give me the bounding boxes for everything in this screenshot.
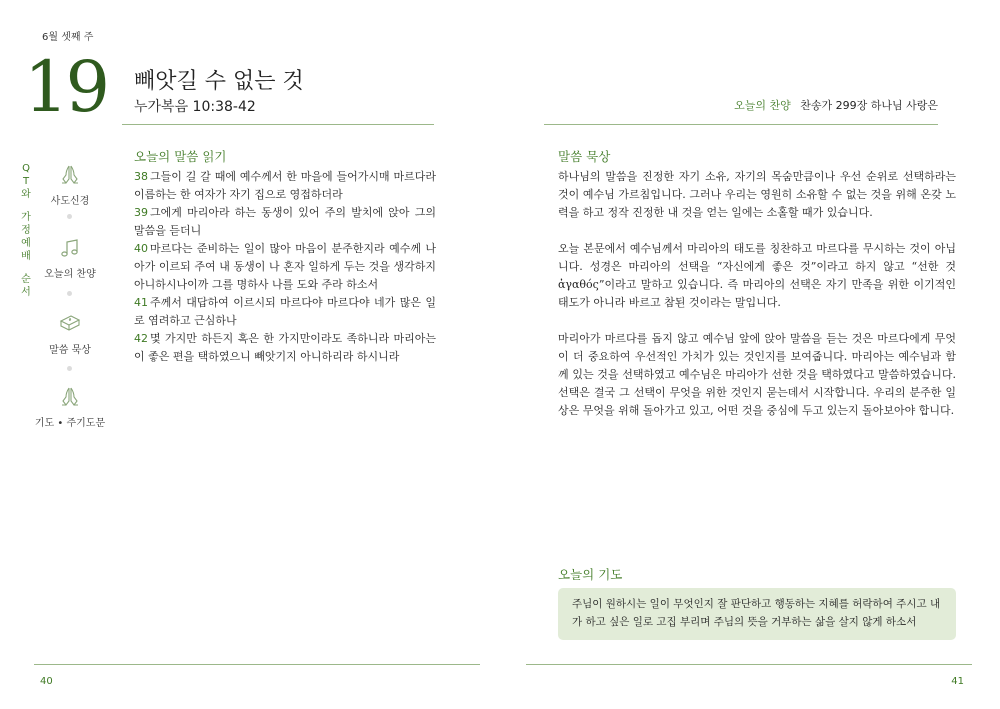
nav-prayer: 기도 • 주기도문 xyxy=(40,385,100,429)
footer-rule-right xyxy=(526,664,972,665)
verse: 42 몇 가지만 하든지 혹은 한 가지만이라도 족하니라 마리아는 이 좋은 편을 택하였으니 빼앗기지 아니하리라 하시니라 xyxy=(134,332,436,363)
nav-apostles-creed: 사도신경 xyxy=(40,163,100,207)
hymn-value: 찬송가 299장 하나님 사랑은 xyxy=(800,99,938,112)
praying-hands-icon xyxy=(58,385,82,409)
nav-separator-dot xyxy=(67,214,72,219)
scripture-passage: 누가복음 10:38-42 xyxy=(134,99,256,115)
meditation-paragraph: 하나님의 말씀을 진정한 자기 소유, 자기의 목숨만큼이나 우선 순위로 선택하라는 것이 예수님 가르침입니다. 그러나 우리는 영원히 소유할 수 없는 것을 위해 온갖 노력을 하고 정작 진정한 내 것을 얻는 일에는 소홀할 때가 있습니다. xyxy=(558,170,956,219)
bible-icon xyxy=(58,312,82,336)
verse: 38 그들이 길 갈 때에 예수께서 한 마을에 들어가시매 마르다라 이름하는 한 여자가 자기 집으로 영접하더라 xyxy=(134,170,436,201)
reading-heading: 오늘의 말씀 읽기 xyxy=(134,149,227,164)
nav-todays-hymn: 오늘의 찬양 xyxy=(40,236,100,280)
page-title: 빼앗길 수 없는 것 xyxy=(134,69,304,94)
todays-hymn xyxy=(734,97,938,113)
meditation-paragraph: 마리아가 마르다를 돕지 않고 예수님 앞에 앉아 말씀을 듣는 것은 마르다에게 무엇이 더 중요하여 우선적인 가치가 있는 것인지를 보여줍니다. 마리아는 예수님과 함께 있는 것을 선택하였고 예수님은 마리아가 선한 것을 택하였다고 말씀하였습니다. 선택은 결국 그 선택이 무엇을 위한 것인지 묻는데서 시작합니다. 우리의 분주한 일상은 무엇을 위해 돌아가고 있고, 어떤 것을 중심에 두고 있는지 돌아보아야 합니다. xyxy=(558,332,956,417)
meditation-heading: 말씀 묵상 xyxy=(558,149,611,164)
prayer-heading: 오늘의 기도 xyxy=(558,567,623,582)
footer-rule-left xyxy=(34,664,480,665)
verse: 40 마르다는 준비하는 일이 많아 마음이 분주한지라 예수께 나아가 이르되 주여 내 동생이 나 혼자 일하게 두는 것을 생각하지 아니하시나이까 그를 명하사 나를 도와 주라 하소서 xyxy=(134,242,436,291)
meditation-body xyxy=(558,168,956,438)
page-number-left: 40 xyxy=(40,676,53,687)
verse: 39 그에게 마리아라 하는 동생이 있어 주의 발치에 앉아 그의 말씀을 듣더니 xyxy=(134,206,436,237)
week-label: 6월 셋째 주 xyxy=(42,32,94,43)
verse: 41 주께서 대답하여 이르시되 마르다야 마르다야 네가 많은 일로 염려하고 근심하나 xyxy=(134,296,436,327)
music-note-icon xyxy=(58,236,82,260)
vertical-section-label: Q T 와 가 정 예 배 순 서 xyxy=(21,163,31,298)
nav-separator-dot xyxy=(67,291,72,296)
meditation-paragraph: 오늘 본문에서 예수님께서 마리아의 태도를 칭찬하고 마르다를 무시하는 것이 아닙니다. 성경은 마리아의 선택을 “자신에게 좋은 것”이라고 하지 않고 “선한 것 ἀγαθός”이라고 말하고 있습니다. 즉 마리아의 선택은 자기 만족을 위한 이기적인 태도가 아니라 바르고 참된 것이라는 말입니다. xyxy=(558,242,956,309)
header-rule-left xyxy=(122,124,434,125)
prayer-box: 주님이 원하시는 일이 무엇인지 잘 판단하고 행동하는 지혜를 허락하여 주시고 내가 하고 싶은 일로 고집 부리며 주님의 뜻을 거부하는 삶을 살지 않게 하소서 xyxy=(558,588,956,640)
scripture-verses xyxy=(134,168,436,366)
page-number-right: 41 xyxy=(951,676,964,687)
praying-hands-icon xyxy=(58,163,82,187)
day-number: 19 xyxy=(24,46,108,128)
nav-separator-dot xyxy=(67,366,72,371)
nav-meditation: 말씀 묵상 xyxy=(40,312,100,356)
header-rule-right xyxy=(544,124,938,125)
hymn-label: 오늘의 찬양 xyxy=(734,99,791,112)
